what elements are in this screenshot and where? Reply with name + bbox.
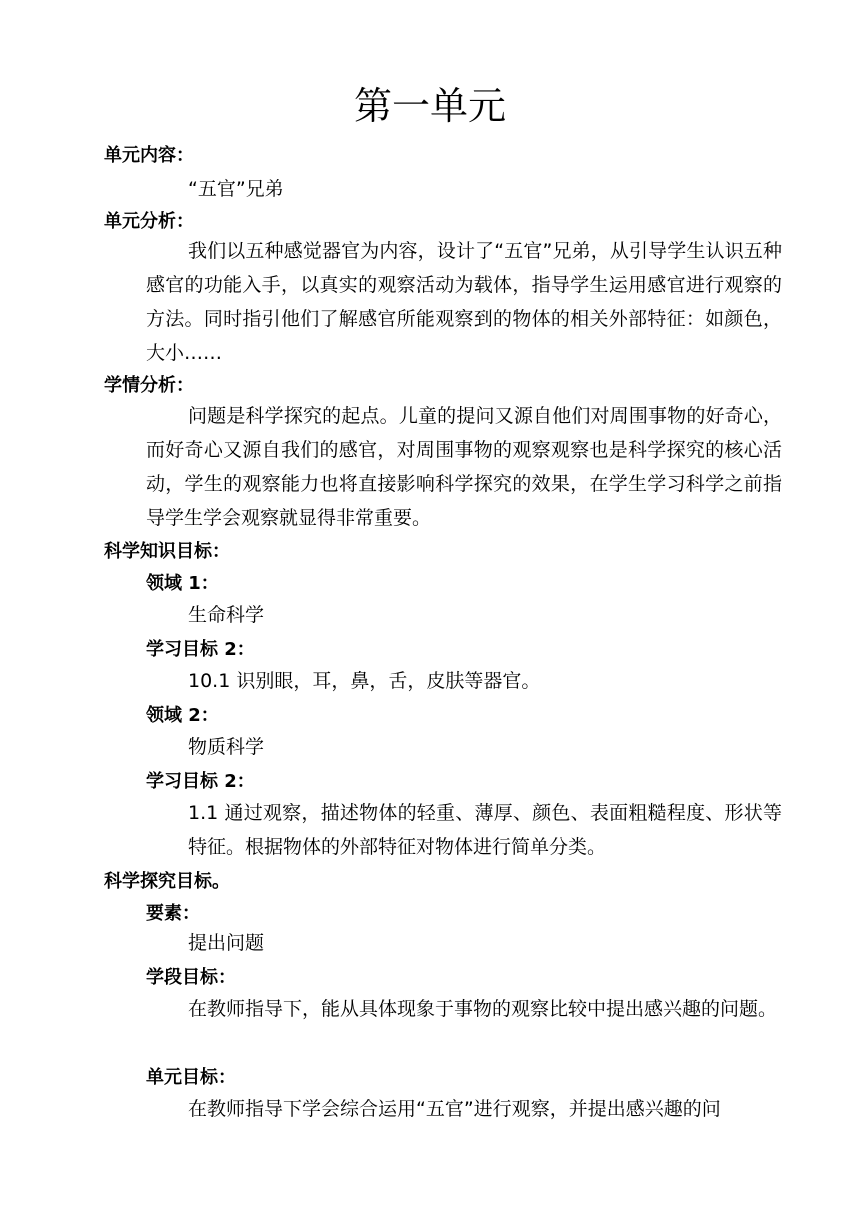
goal1-value: 10.1 识别眼，耳，鼻，舌，皮肤等器官。 [188,670,541,692]
element-value: 提出问题 [188,932,265,954]
student-analysis-text: 问题是科学探究的起点。儿童的提问又源自他们对周围事物的好奇心，而好奇心又源自我们的感官，对周围事物的观察观察也是科学探究的核心活动，学生的观察能力也将直接影响科学探究的效果，在学生学习科学之前指导学生学会观察就显得非常重要。 [146,405,782,529]
element-label: 要素： [146,903,200,924]
inquiry-goals-heading: 科学探究目标。 [104,871,230,892]
unit-content-heading: 单元内容： [104,145,194,166]
student-analysis-heading: 学情分析： [104,375,194,396]
goal2-value: 1.1 通过观察，描述物体的轻重、薄厚、颜色、表面粗糙程度、形状等特征。根据物体的外部特征对物体进行简单分类。 [188,802,782,858]
knowledge-goals-heading: 科学知识目标： [104,541,230,562]
stage-goal-value: 在教师指导下，能从具体现象于事物的观察比较中提出感兴趣的问题。 [188,998,778,1020]
domain2-label: 领域 2： [146,705,219,726]
unit-goal-label: 单元目标： [146,1067,236,1088]
unit-content-text: “五官”兄弟 [188,178,284,200]
unit-analysis-heading: 单元分析： [104,211,194,232]
page-title: 第一单元 [353,84,506,128]
stage-goal-label: 学段目标： [146,967,236,988]
goal2-label: 学习目标 2： [146,771,255,792]
domain1-label: 领域 1： [146,573,219,594]
unit-goal-value: 在教师指导下学会综合运用“五官”进行观察，并提出感兴趣的问 [188,1098,721,1120]
unit-analysis-text: 我们以五种感觉器官为内容，设计了“五官”兄弟，从引导学生认识五种感官的功能入手，以真实的观察活动为载体，指导学生运用感官进行观察的方法。同时指引他们了解感官所能观察到的物体的相关外部特征：如颜色，大小…… [146,240,782,364]
goal1-label: 学习目标 2： [146,639,255,660]
domain1-value: 生命科学 [188,604,265,626]
domain2-value: 物质科学 [188,736,265,758]
